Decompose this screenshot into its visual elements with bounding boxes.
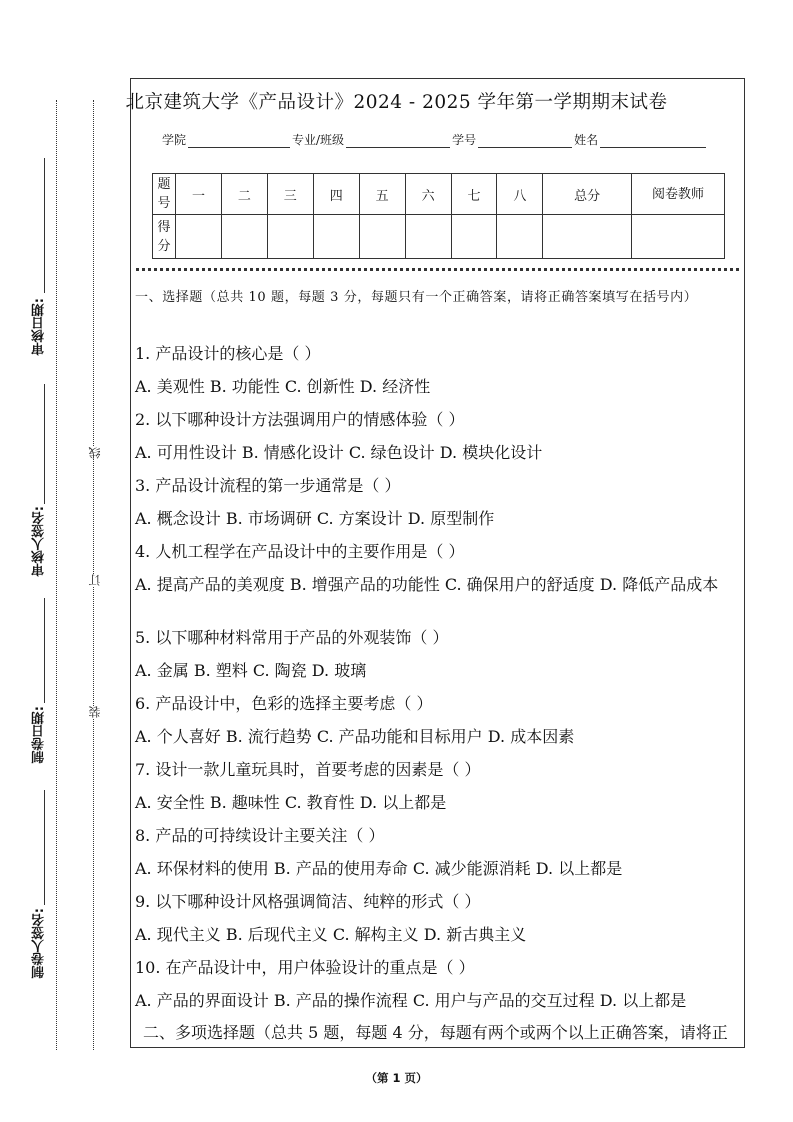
score-cell[interactable] (313, 215, 359, 259)
name-label: 姓名 (574, 133, 599, 147)
score-table (152, 173, 725, 259)
score-cell[interactable] (451, 215, 497, 259)
exam-title: 北京建筑大学《产品设计》2024 - 2025 学年第一学期期末试卷 (125, 92, 668, 113)
options-1: A. 美观性 B. 功能性 C. 创新性 D. 经济性 (135, 377, 431, 396)
score-header-6: 六 (405, 174, 451, 215)
student-id-field[interactable] (478, 133, 572, 148)
score-cell[interactable] (176, 215, 222, 259)
score-header-5: 五 (359, 174, 405, 215)
options-10: A. 产品的界面设计 B. 产品的操作流程 C. 用户与产品的交互过程 D. 以上都是 (135, 991, 687, 1010)
major-field[interactable] (346, 133, 450, 148)
college-label: 学院 (162, 133, 187, 147)
paper-date-label: 制卷日期: (32, 706, 47, 764)
name-field[interactable] (600, 133, 706, 148)
score-cell[interactable] (267, 215, 313, 259)
line-char: 线 (88, 447, 102, 459)
student-id-label: 学号 (452, 133, 477, 147)
score-cell-grader[interactable] (632, 215, 725, 259)
score-cell[interactable] (221, 215, 267, 259)
college-field[interactable] (188, 133, 290, 148)
question-7: 7. 设计一款儿童玩具时，首要考虑的因素是（ ） (135, 760, 481, 779)
score-cell-total[interactable] (543, 215, 632, 259)
binding-dotted-line-outer (56, 100, 57, 1050)
review-date-label: 审核日期: (32, 298, 47, 356)
question-1: 1. 产品设计的核心是（ ） (135, 344, 321, 363)
dotted-separator (136, 268, 739, 271)
question-10: 10. 在产品设计中，用户体验设计的重点是（ ） (135, 958, 475, 977)
score-header-grader: 阅卷教师 (632, 174, 725, 215)
score-cell[interactable] (405, 215, 451, 259)
row-label-question-no: 题号 (153, 174, 176, 215)
score-header-3: 三 (267, 174, 313, 215)
question-2: 2. 以下哪种设计方法强调用户的情感体验（ ） (135, 410, 465, 429)
page-footer: （第 1 页） (365, 1071, 428, 1085)
options-5: A. 金属 B. 塑料 C. 陶瓷 D. 玻璃 (135, 661, 367, 680)
options-3: A. 概念设计 B. 市场调研 C. 方案设计 D. 原型制作 (135, 509, 495, 528)
student-info-row (162, 131, 708, 148)
reviewer-sign-line (44, 384, 45, 504)
review-date-line (44, 158, 45, 293)
score-header-8: 八 (497, 174, 543, 215)
section-1-title: 一、选择题（总共 10 题，每题 3 分，每题只有一个正确答案，请将正确答案填写在括号内） (135, 290, 698, 305)
score-cell[interactable] (359, 215, 405, 259)
options-8: A. 环保材料的使用 B. 产品的使用寿命 C. 减少能源消耗 D. 以上都是 (135, 859, 623, 878)
options-2: A. 可用性设计 B. 情感化设计 C. 绿色设计 D. 模块化设计 (135, 443, 543, 462)
question-9: 9. 以下哪种设计风格强调简洁、纯粹的形式（ ） (135, 892, 481, 911)
bind-char: 装 (88, 706, 102, 718)
score-header-4: 四 (313, 174, 359, 215)
staple-char: 订 (88, 574, 102, 586)
reviewer-sign-label: 审核人签名: (32, 506, 47, 577)
options-7: A. 安全性 B. 趣味性 C. 教育性 D. 以上都是 (135, 793, 447, 812)
score-header-1: 一 (176, 174, 222, 215)
question-4: 4. 人机工程学在产品设计中的主要作用是（ ） (135, 542, 465, 561)
score-header-total: 总分 (543, 174, 632, 215)
major-label: 专业/班级 (292, 133, 345, 147)
question-6: 6. 产品设计中，色彩的选择主要考虑（ ） (135, 694, 433, 713)
score-cell[interactable] (497, 215, 543, 259)
options-6: A. 个人喜好 B. 流行趋势 C. 产品功能和目标用户 D. 成本因素 (135, 727, 575, 746)
row-label-score: 得分 (153, 215, 176, 259)
options-4: A. 提高产品的美观度 B. 增强产品的功能性 C. 确保用户的舒适度 D. 降低产品成本 (135, 575, 719, 594)
paper-sign-line (44, 790, 45, 905)
question-5: 5. 以下哪种材料常用于产品的外观装饰（ ） (135, 628, 449, 647)
score-header-7: 七 (451, 174, 497, 215)
paper-date-line (44, 598, 45, 703)
question-8: 8. 产品的可持续设计主要关注（ ） (135, 826, 385, 845)
section-2-title: 二、多项选择题（总共 5 题，每题 4 分，每题有两个或两个以上正确答案，请将正 (143, 1023, 728, 1042)
options-9: A. 现代主义 B. 后现代主义 C. 解构主义 D. 新古典主义 (135, 925, 527, 944)
paper-sign-label: 制卷人签名: (32, 908, 47, 979)
exam-content (135, 286, 740, 310)
score-header-2: 二 (221, 174, 267, 215)
question-3: 3. 产品设计流程的第一步通常是（ ） (135, 476, 401, 495)
